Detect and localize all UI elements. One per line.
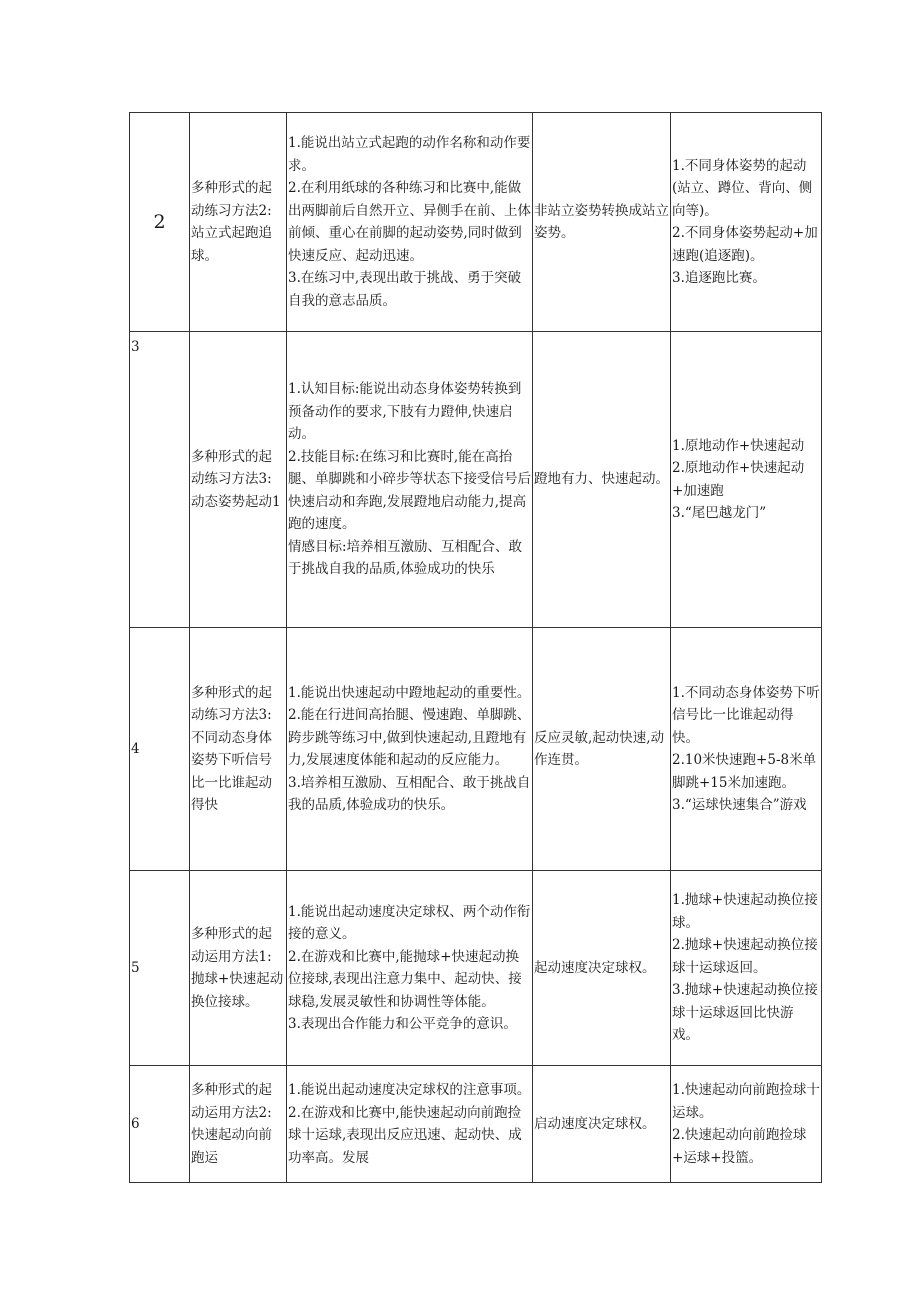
lesson-goals [287, 628, 533, 871]
lesson-name: 多种形式的起动运用方法1:抛球+快速起动换位接球。 [190, 871, 287, 1066]
table-row [130, 113, 822, 332]
table-row [130, 332, 822, 628]
lesson-name: 多种形式的起动练习方法3:不同动态身体姿势下听信号比一比谁起动得快 [190, 628, 287, 871]
table-row [130, 1066, 822, 1183]
lesson-name: 多种形式的起动运用方法2:快速起动向前跑运 [190, 1066, 287, 1183]
method-item: 3.追逐跑比赛。 [672, 270, 766, 286]
goal-item: 3.培养相互激励、互相配合、敢于挑战自我的品质,体验成功的快乐。 [288, 774, 531, 813]
lesson-methods [671, 332, 822, 628]
method-item: 2.快速起动向前跑捡球+运球+投篮。 [672, 1127, 807, 1166]
lesson-key-points: 非站立姿势转换成站立姿势。 [533, 113, 671, 332]
method-item: 2.不同身体姿势起动+加速跑(追逐跑)。 [672, 225, 818, 264]
lesson-name: 多种形式的起动练习方法2:站立式起跑追球。 [190, 113, 287, 332]
goal-item: 1.能说出快速起动中蹬地起动的重要性。 [288, 684, 531, 701]
lesson-key-points: 启动速度决定球权。 [533, 1066, 671, 1183]
goal-item: 2.在游戏和比赛中,能抛球+快速起动换位接球,表现出注意力集中、起动快、接球稳,发展灵敏性和协调性等体能。 [288, 948, 522, 1010]
table-row [130, 628, 822, 871]
method-item: 3.抛球+快速起动换位接球十运球返回比快游戏。 [672, 982, 818, 1044]
method-item: 2.10米快速跑+5-8米单脚跳+15米加速跑。 [672, 752, 817, 791]
method-item: 3.“运球快速集合”游戏 [672, 797, 807, 813]
goal-item: 1.能说出站立式起跑的动作名称和动作要求。 [288, 135, 531, 174]
goal-item: 2.能在行进间高抬腿、慢速跑、单脚跳、跨步跳等练习中,做到快速起动,且蹬地有力,发展速度体能和起动的反应能力。 [288, 707, 531, 768]
goal-item: 2.技能目标:在练习和比赛时,能在高抬腿、单脚跳和小碎步等状态下接受信号后快速启动和奔跑,发展蹬地启动能力,提高跑的速度。 [288, 448, 531, 533]
lesson-name: 多种形式的起动练习方法3:动态姿势起动1 [190, 332, 287, 628]
goal-item: 1.认知目标:能说出动态身体姿势转换到预备动作的要求,下肢有力蹬伸,快速启动。 [288, 381, 522, 443]
goal-item: 情感目标:培养相互激励、互相配合、敢于挑战自我的品质,体验成功的快乐 [288, 538, 523, 578]
goal-item: 3.表现出合作能力和公平竞争的意识。 [288, 1016, 517, 1032]
lesson-number: 5 [130, 871, 190, 1066]
method-item: 2.原地动作+快速起动+加速跑 [672, 460, 805, 499]
lesson-goals [287, 871, 533, 1066]
goal-item: 1.能说出起动速度决定球权的注意事项。 [288, 1082, 531, 1098]
lesson-number: 6 [130, 1066, 190, 1183]
table-row [130, 871, 822, 1066]
goal-item: 1.能说出起动速度决定球权、两个动作衔接的意义。 [288, 903, 531, 942]
lesson-number: 2 [130, 113, 190, 332]
lesson-goals [287, 332, 533, 628]
method-item: 1.快速起动向前跑捡球十运球。 [672, 1082, 820, 1121]
method-item: 1.不同身体姿势的起动(站立、蹲位、背向、侧向等)。 [672, 157, 813, 219]
method-item: 1.不同动态身体姿势下听信号比一比谁起动得快。 [672, 684, 820, 746]
method-item: 1.原地动作+快速起动 [672, 437, 805, 454]
lesson-number: 3 [130, 332, 190, 628]
lesson-methods [671, 113, 822, 332]
method-item: 2.抛球+快速起动换位接球十运球返回。 [672, 937, 818, 976]
method-item: 1.抛球+快速起动换位接球。 [672, 892, 818, 931]
lesson-plan-table [129, 112, 822, 1183]
lesson-goals [287, 1066, 533, 1183]
lesson-goals [287, 113, 533, 332]
lesson-methods [671, 628, 822, 871]
goal-item: 2.在利用纸球的各种练习和比赛中,能做出两脚前后自然开立、异侧手在前、上体前倾、重心在前脚的起动姿势,同时做到快速反应、起动迅速。 [288, 180, 531, 264]
lesson-methods [671, 1066, 822, 1183]
goal-item: 3.在练习中,表现出敢于挑战、勇于突破自我的意志品质。 [288, 270, 522, 309]
lesson-number: 4 [130, 628, 190, 871]
lesson-methods [671, 871, 822, 1066]
goal-item: 2.在游戏和比赛中,能快速起动向前跑捡球十运球,表现出反应迅速、起动快、成功率高。发展 [288, 1104, 522, 1166]
lesson-key-points: 蹬地有力、快速起动。 [533, 332, 671, 628]
method-item: 3.“尾巴越龙门” [672, 505, 767, 521]
lesson-key-points: 起动速度决定球权。 [533, 871, 671, 1066]
lesson-key-points: 反应灵敏,起动快速,动作连贯。 [533, 628, 671, 871]
